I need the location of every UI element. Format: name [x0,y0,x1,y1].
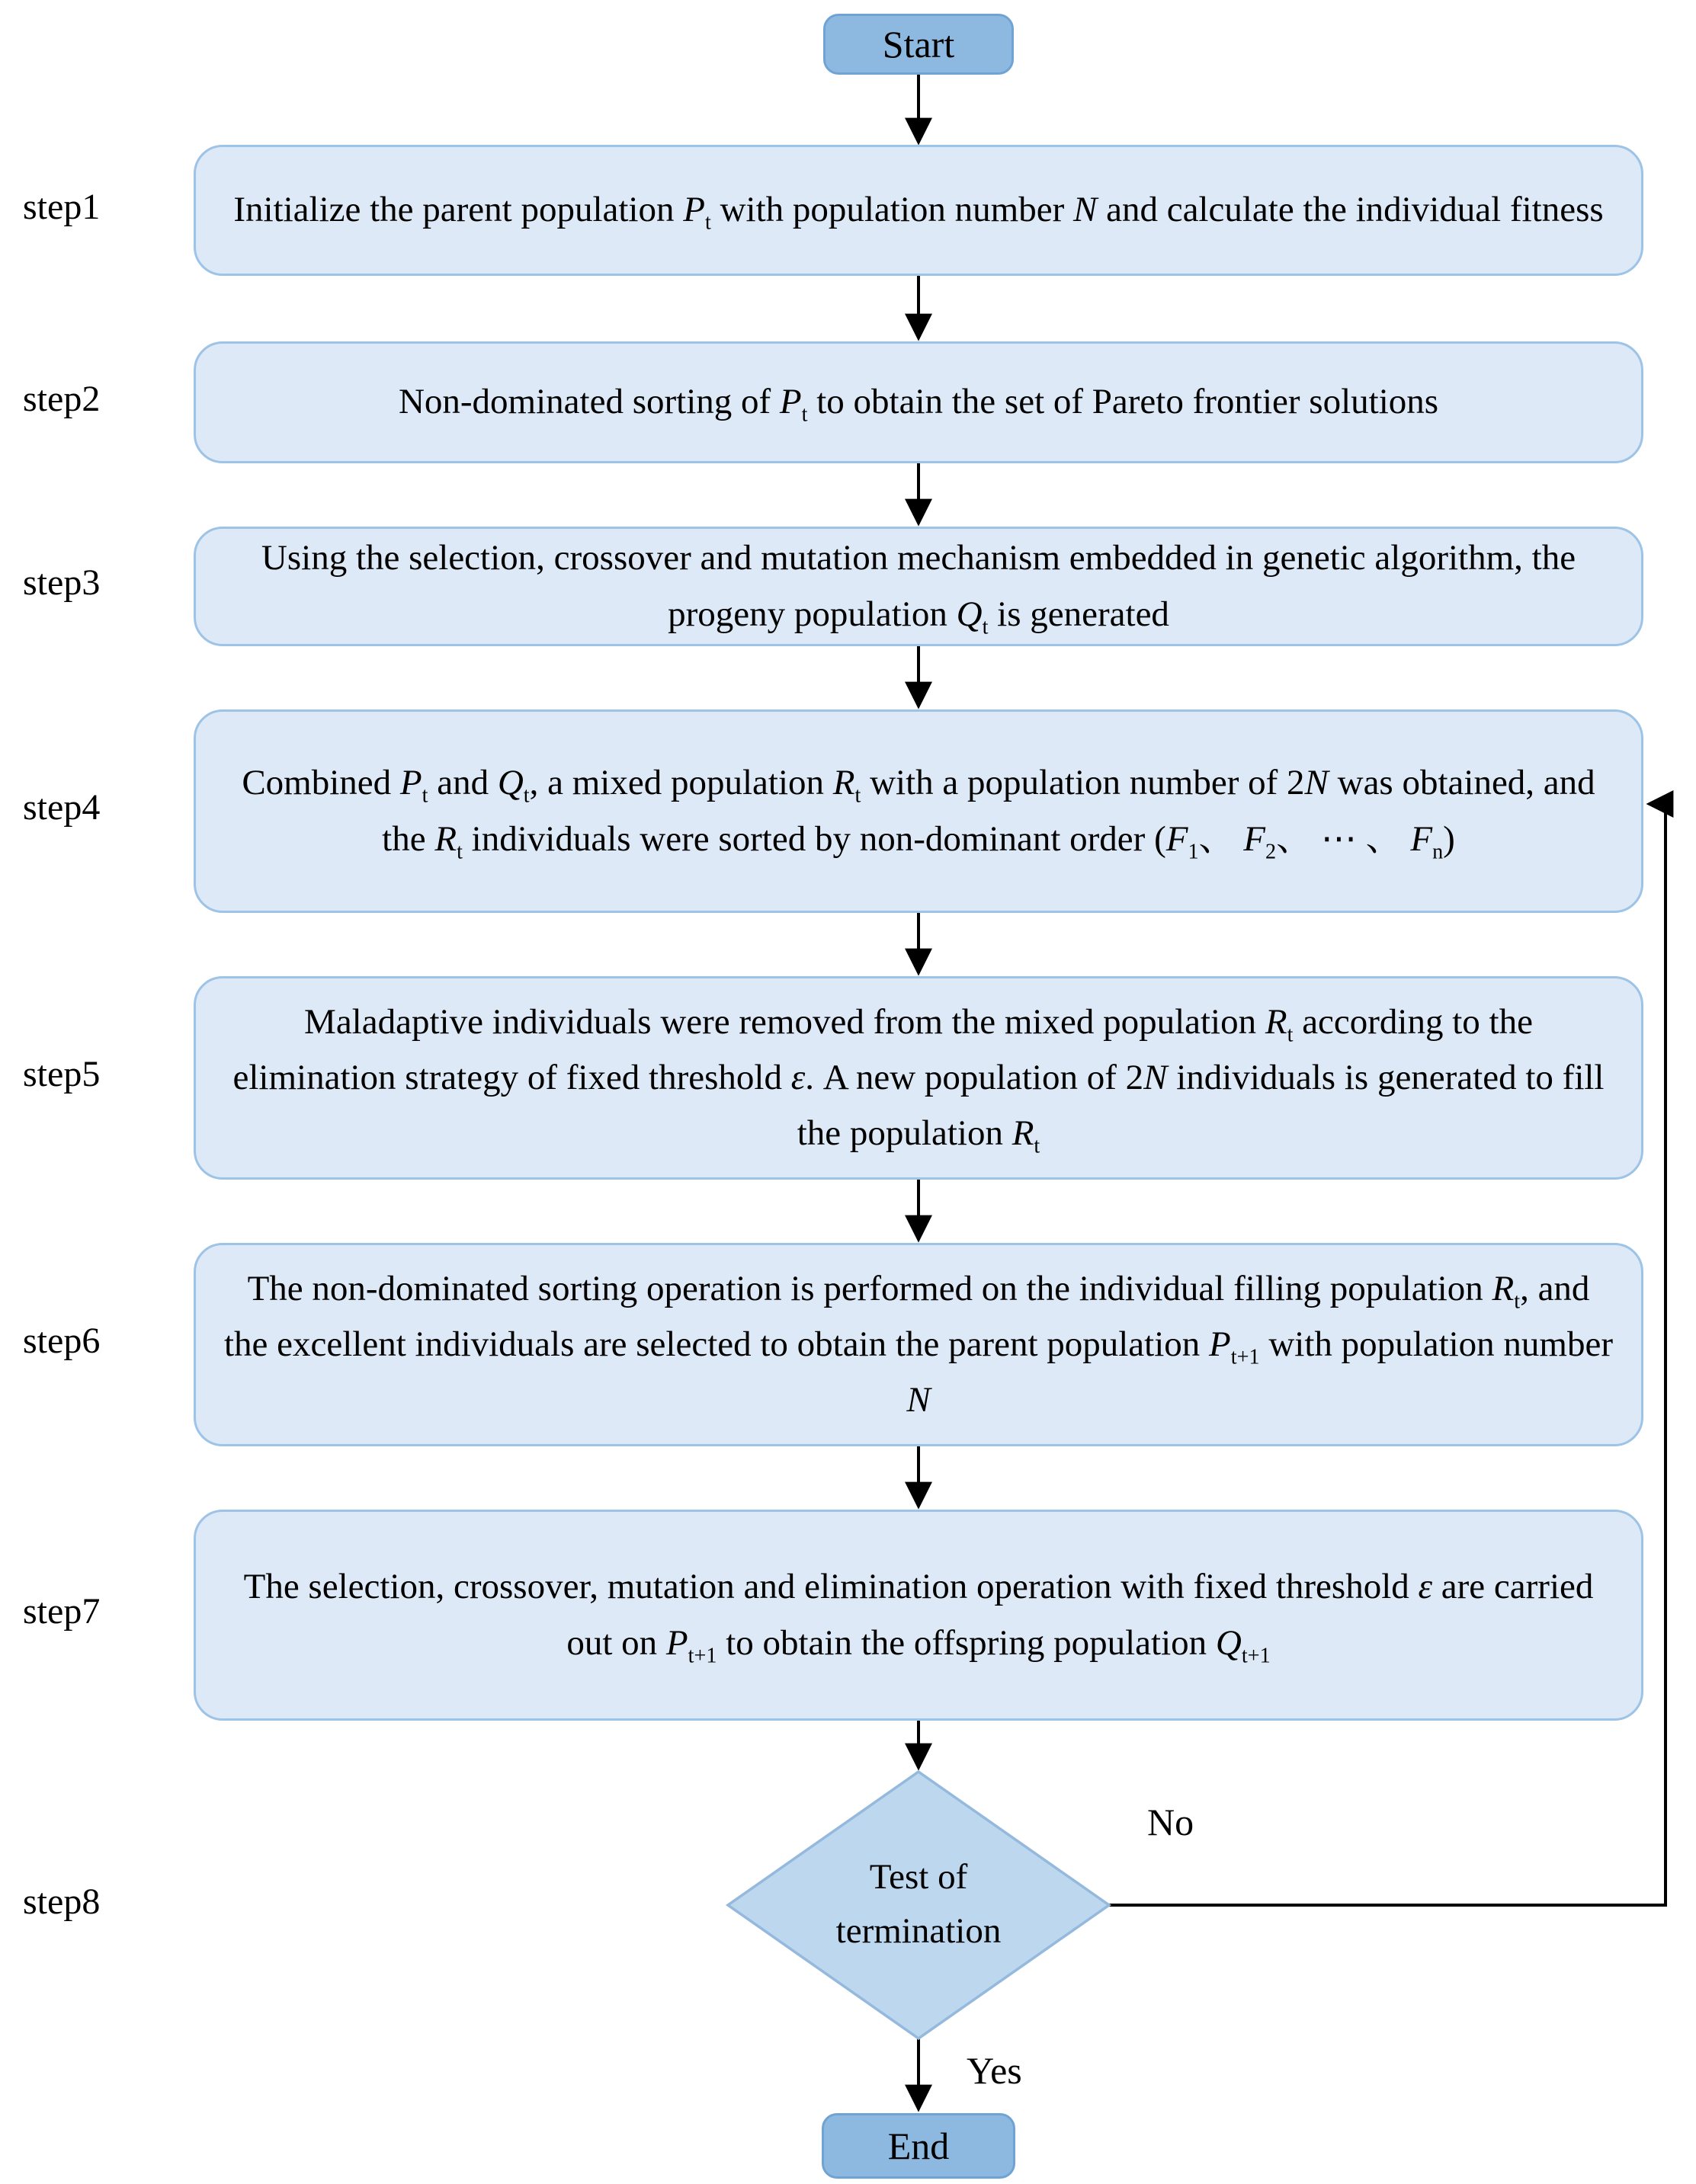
process-box-step4 [194,709,1643,913]
start-label: Start [882,23,955,66]
end-label: End [887,2125,950,2167]
process-box-step7 [194,1510,1643,1721]
process-text-step7: The selection, crossover, mutation and elimination operation with fixed threshold ε are carried out on $P_{t+1}$ to obtain the offspring population $Q_{t+1}$ [243,1567,1594,1667]
step-label-step1: step1 [23,187,101,227]
step-label-step7: step7 [23,1591,101,1632]
process-text-step3: Using the selection, crossover and mutation mechanism embedded in genetic algorithm, the progeny population $Q_t$ is generated [261,538,1576,639]
process-box-step3 [194,527,1643,646]
yes-label: Yes [967,2049,1022,2092]
process-text-step2: Non-dominated sorting of $P_t$ to obtain the set of Pareto frontier solutions [398,382,1439,427]
process-box-step5 [194,976,1643,1180]
process-text-step4: Combined $P_t$ and $Q_t$, a mixed population $R_t$ with a population number of 2N was obtained, and the $R_t$ individuals were sorted by non-dominant order ($F_1$、 $F_2$、 ⋯ 、 $F_n$) [242,763,1595,863]
start-terminal [823,14,1014,75]
step-label-step4: step4 [23,787,101,828]
step-label-step2: step2 [23,379,101,419]
end-terminal [822,2113,1015,2179]
process-text-step6: The non-dominated sorting operation is performed on the individual filling population $R_t$, and the excellent individuals are selected to obtain the parent population $P_{t+1}$ with population number N [223,1268,1614,1420]
process-box-step1 [194,145,1643,276]
process-text-step5: Maladaptive individuals were removed from the mixed population $R_t$ according to the elimination strategy of fixed threshold ε. A new population of 2N individuals is generated to fill the population $R_t$ [232,1001,1605,1158]
process-box-step6 [194,1243,1643,1446]
step-label-step6: step6 [23,1321,101,1361]
process-text-step1: Initialize the parent population $P_t$ with population number N and calculate the individual fitness [233,190,1604,235]
process-box-step2 [194,341,1643,463]
decision-text [751,1850,1086,1958]
step-label-step3: step3 [23,562,101,603]
step-label-step8: step8 [23,1881,101,1922]
no-label: No [1147,1801,1194,1843]
step-label-step5: step5 [23,1054,101,1094]
decision-line2: termination [835,1910,1002,1951]
decision-line1: Test of [869,1857,968,1897]
